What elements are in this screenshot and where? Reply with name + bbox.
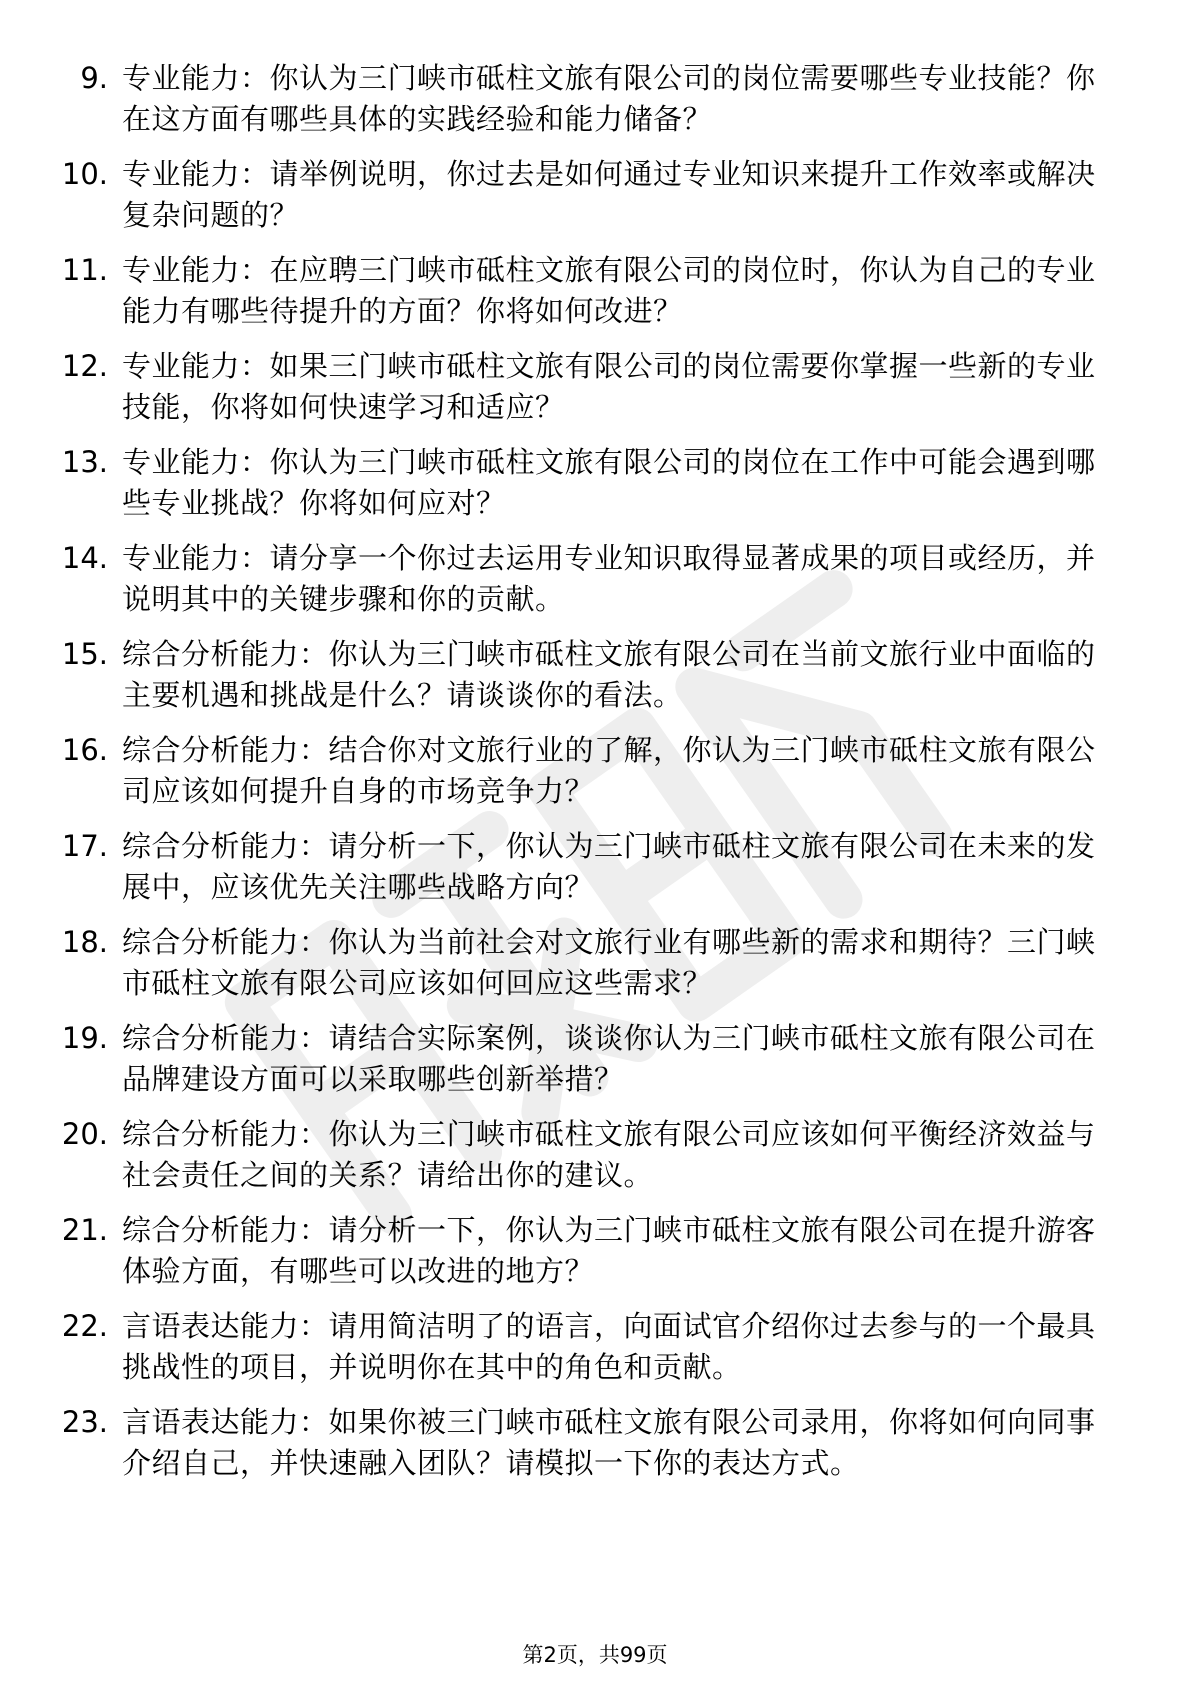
- question-text: 综合分析能力：结合你对文旅行业的了解，你认为三门峡市砥柱文旅有限公司应该如何提升自身的市场竞争力？: [122, 733, 1096, 808]
- question-text: 综合分析能力：你认为三门峡市砥柱文旅有限公司应该如何平衡经济效益与社会责任之间的关系？请给出你的建议。: [122, 1117, 1096, 1192]
- list-item: [0, 1104, 1190, 1200]
- question-number: 14.: [61, 541, 108, 575]
- question-number: 20.: [61, 1117, 108, 1151]
- list-item: [0, 528, 1190, 624]
- question-number: 9.: [80, 61, 108, 95]
- question-text: 专业能力：你认为三门峡市砥柱文旅有限公司的岗位在工作中可能会遇到哪些专业挑战？你将如何应对？: [122, 445, 1096, 520]
- list-item: [0, 432, 1190, 528]
- question-number: 18.: [61, 925, 108, 959]
- question-number: 16.: [61, 733, 108, 767]
- page-number-footer: 第2页，共99页: [522, 1643, 668, 1667]
- question-number: 10.: [61, 157, 108, 191]
- list-item: [0, 816, 1190, 912]
- list-item: [0, 240, 1190, 336]
- question-text: 言语表达能力：请用简洁明了的语言，向面试官介绍你过去参与的一个最具挑战性的项目，并说明你在其中的角色和贡献。: [122, 1309, 1096, 1384]
- question-number: 21.: [61, 1213, 108, 1247]
- question-text: 专业能力：在应聘三门峡市砥柱文旅有限公司的岗位时，你认为自己的专业能力有哪些待提升的方面？你将如何改进？: [122, 253, 1096, 328]
- question-text: 综合分析能力：请分析一下，你认为三门峡市砥柱文旅有限公司在提升游客体验方面，有哪些可以改进的地方？: [122, 1213, 1096, 1288]
- list-item: [0, 336, 1190, 432]
- question-number: 12.: [61, 349, 108, 383]
- question-text: 综合分析能力：你认为三门峡市砥柱文旅有限公司在当前文旅行业中面临的主要机遇和挑战是什么？请谈谈你的看法。: [122, 637, 1096, 712]
- question-text: 专业能力：请分享一个你过去运用专业知识取得显著成果的项目或经历，并说明其中的关键步骤和你的贡献。: [122, 541, 1096, 616]
- question-text: 综合分析能力：请分析一下，你认为三门峡市砥柱文旅有限公司在未来的发展中，应该优先关注哪些战略方向？: [122, 829, 1096, 904]
- question-text: 专业能力：你认为三门峡市砥柱文旅有限公司的岗位需要哪些专业技能？你在这方面有哪些具体的实践经验和能力储备？: [122, 61, 1096, 136]
- list-item: [0, 1200, 1190, 1296]
- question-number: 19.: [61, 1021, 108, 1055]
- list-item: [0, 720, 1190, 816]
- list-item: [0, 1008, 1190, 1104]
- list-item: [0, 912, 1190, 1008]
- question-list: [0, 48, 1190, 1488]
- question-number: 22.: [61, 1309, 108, 1343]
- list-item: [0, 1392, 1190, 1488]
- question-text: 专业能力：请举例说明，你过去是如何通过专业知识来提升工作效率或解决复杂问题的？: [122, 157, 1096, 232]
- list-item: [0, 48, 1190, 144]
- question-number: 15.: [61, 637, 108, 671]
- question-text: 专业能力：如果三门峡市砥柱文旅有限公司的岗位需要你掌握一些新的专业技能，你将如何快速学习和适应？: [122, 349, 1096, 424]
- question-text: 综合分析能力：请结合实际案例，谈谈你认为三门峡市砥柱文旅有限公司在品牌建设方面可以采取哪些创新举措？: [122, 1021, 1096, 1096]
- question-number: 11.: [61, 253, 108, 287]
- list-item: [0, 144, 1190, 240]
- question-number: 23.: [61, 1405, 108, 1439]
- question-number: 17.: [61, 829, 108, 863]
- list-item: [0, 1296, 1190, 1392]
- list-item: [0, 624, 1190, 720]
- question-text: 言语表达能力：如果你被三门峡市砥柱文旅有限公司录用，你将如何向同事介绍自己，并快速融入团队？请模拟一下你的表达方式。: [122, 1405, 1096, 1480]
- question-text: 综合分析能力：你认为当前社会对文旅行业有哪些新的需求和期待？三门峡市砥柱文旅有限公司应该如何回应这些需求？: [122, 925, 1096, 1000]
- question-number: 13.: [61, 445, 108, 479]
